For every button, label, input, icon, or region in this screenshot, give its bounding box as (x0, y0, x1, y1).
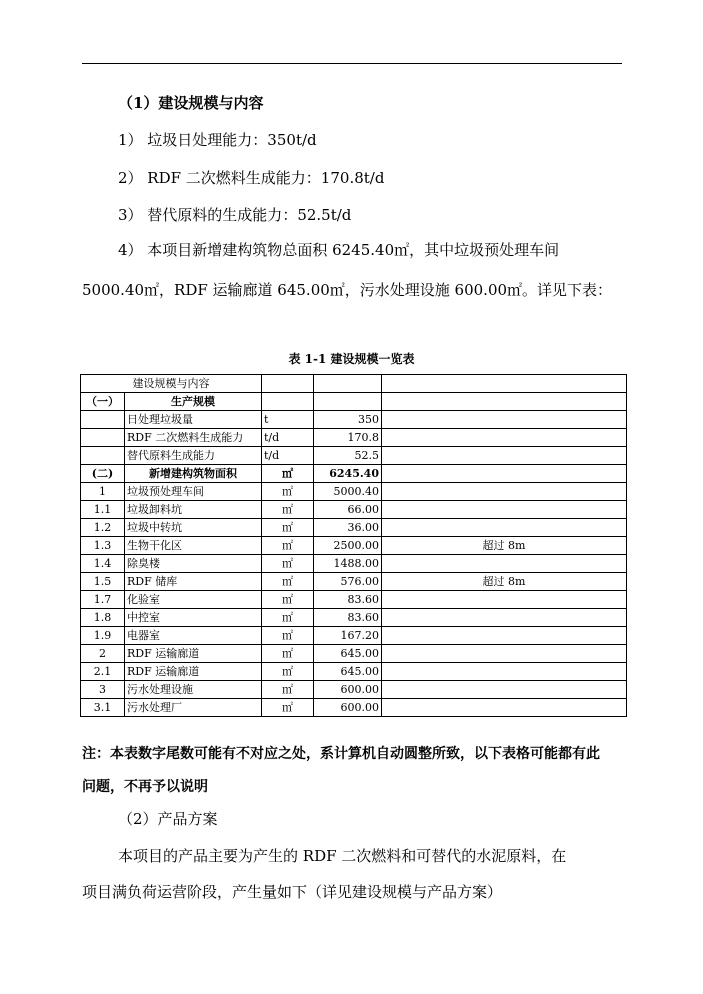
row-note (382, 447, 627, 465)
row-item-name: 替代原料生成能力 (125, 447, 262, 465)
header-cell (314, 375, 382, 393)
row-note (382, 465, 627, 483)
row-value: 576.00 (314, 573, 382, 591)
row-unit (262, 393, 314, 411)
row-number (81, 447, 125, 465)
row-item-name: 垃圾中转坑 (125, 519, 262, 537)
row-value: 645.00 (314, 645, 382, 663)
row-value: 600.00 (314, 699, 382, 717)
row-note (382, 627, 627, 645)
item-4-continuation: 5000.40㎡，RDF 运输廊道 645.00㎡，污水处理设施 600.00㎡。详见下表： (82, 281, 613, 299)
row-note (382, 429, 627, 447)
section1-heading: （1）建设规模与内容 (118, 94, 264, 112)
row-unit: ㎡ (262, 591, 314, 609)
row-item-name: 垃圾卸料坑 (125, 501, 262, 519)
row-unit: ㎡ (262, 555, 314, 573)
table-note-line1: 注：本表数字尾数可能有不对应之处，系计算机自动圆整所致，以下表格可能都有此 (82, 746, 600, 762)
row-number (81, 411, 125, 429)
row-note (382, 483, 627, 501)
row-unit: t/d (262, 429, 314, 447)
row-value: 83.60 (314, 591, 382, 609)
row-value: 6245.40 (314, 465, 382, 483)
table-row (81, 609, 627, 627)
row-value: 167.20 (314, 627, 382, 645)
row-number: 3.1 (81, 699, 125, 717)
row-item-name: RDF 储库 (125, 573, 262, 591)
header-cell (262, 375, 314, 393)
table-row (81, 555, 627, 573)
row-value: 600.00 (314, 681, 382, 699)
table-row (81, 537, 627, 555)
table-row (81, 411, 627, 429)
row-unit: ㎡ (262, 645, 314, 663)
row-item-name: 生物干化区 (125, 537, 262, 555)
row-item-name: 垃圾预处理车间 (125, 483, 262, 501)
item-2: 2） RDF 二次燃料生成能力：170.8t/d (118, 169, 385, 187)
row-note: 超过 8m (382, 573, 627, 591)
row-note (382, 519, 627, 537)
row-unit: ㎡ (262, 537, 314, 555)
row-number: 1.9 (81, 627, 125, 645)
table-row (81, 519, 627, 537)
row-number: （一） (81, 393, 125, 411)
row-value: 350 (314, 411, 382, 429)
row-note (382, 681, 627, 699)
row-note (382, 411, 627, 429)
table-row (81, 501, 627, 519)
item-1: 1） 垃圾日处理能力：350t/d (118, 131, 317, 149)
table-row (81, 429, 627, 447)
row-item-name: 电器室 (125, 627, 262, 645)
section2-para-line1: 本项目的产品主要为产生的 RDF 二次燃料和可替代的水泥原料，在 (118, 847, 567, 865)
row-number: 3 (81, 681, 125, 699)
row-unit: ㎡ (262, 465, 314, 483)
table-row (81, 591, 627, 609)
table-row (81, 465, 627, 483)
row-number: (二) (81, 465, 125, 483)
table-header-row (81, 375, 627, 393)
row-value: 83.60 (314, 609, 382, 627)
section2-para-line2: 项目满负荷运营阶段，产生量如下（详见建设规模与产品方案） (82, 883, 503, 901)
row-value: 5000.40 (314, 483, 382, 501)
row-item-name: 新增建构筑物面积 (125, 465, 262, 483)
row-unit: ㎡ (262, 501, 314, 519)
table-row (81, 681, 627, 699)
row-number: 1 (81, 483, 125, 501)
row-unit: ㎡ (262, 681, 314, 699)
row-note (382, 555, 627, 573)
row-number: 2 (81, 645, 125, 663)
row-value (314, 393, 382, 411)
table-row (81, 699, 627, 717)
row-item-name: 化验室 (125, 591, 262, 609)
row-value: 36.00 (314, 519, 382, 537)
row-number: 1.1 (81, 501, 125, 519)
row-item-name: RDF 运输廊道 (125, 645, 262, 663)
row-number: 1.2 (81, 519, 125, 537)
row-item-name: 中控室 (125, 609, 262, 627)
table-row (81, 447, 627, 465)
item-4: 4） 本项目新增建构筑物总面积 6245.40㎡，其中垃圾预处理车间 (118, 241, 560, 259)
row-value: 52.5 (314, 447, 382, 465)
row-note (382, 393, 627, 411)
row-number: 1.8 (81, 609, 125, 627)
row-note (382, 663, 627, 681)
table-row (81, 393, 627, 411)
row-number: 1.4 (81, 555, 125, 573)
row-note (382, 609, 627, 627)
row-value: 170.8 (314, 429, 382, 447)
row-unit: ㎡ (262, 663, 314, 681)
row-value: 1488.00 (314, 555, 382, 573)
row-number: 2.1 (81, 663, 125, 681)
row-item-name: 生产规模 (125, 393, 262, 411)
section2-heading: （2）产品方案 (118, 810, 218, 828)
row-unit: ㎡ (262, 519, 314, 537)
row-note: 超过 8m (382, 537, 627, 555)
table-note-line2: 问题，不再予以说明 (82, 779, 208, 795)
table-row (81, 645, 627, 663)
header-cell: 建设规模与内容 (81, 375, 262, 393)
row-item-name: 日处理垃圾量 (125, 411, 262, 429)
row-note (382, 645, 627, 663)
row-unit: ㎡ (262, 609, 314, 627)
row-note (382, 699, 627, 717)
row-item-name: RDF 运输廊道 (125, 663, 262, 681)
row-number: 1.3 (81, 537, 125, 555)
table-row (81, 573, 627, 591)
row-unit: t/d (262, 447, 314, 465)
row-unit: ㎡ (262, 627, 314, 645)
row-value: 2500.00 (314, 537, 382, 555)
row-number: 1.5 (81, 573, 125, 591)
header-rule (82, 63, 622, 64)
row-note (382, 591, 627, 609)
scale-table (80, 374, 627, 717)
row-item-name: 污水处理厂 (125, 699, 262, 717)
row-value: 66.00 (314, 501, 382, 519)
row-item-name: 污水处理设施 (125, 681, 262, 699)
row-value: 645.00 (314, 663, 382, 681)
table-row (81, 483, 627, 501)
item-3: 3） 替代原料的生成能力：52.5t/d (118, 206, 352, 224)
row-number (81, 429, 125, 447)
row-item-name: 除臭楼 (125, 555, 262, 573)
row-unit: ㎡ (262, 483, 314, 501)
table-row (81, 627, 627, 645)
row-unit: ㎡ (262, 573, 314, 591)
table-row (81, 663, 627, 681)
row-unit: t (262, 411, 314, 429)
row-item-name: RDF 二次燃料生成能力 (125, 429, 262, 447)
row-number: 1.7 (81, 591, 125, 609)
table-caption: 表 1-1 建设规模一览表 (288, 352, 415, 366)
row-note (382, 501, 627, 519)
row-unit: ㎡ (262, 699, 314, 717)
header-cell (382, 375, 627, 393)
